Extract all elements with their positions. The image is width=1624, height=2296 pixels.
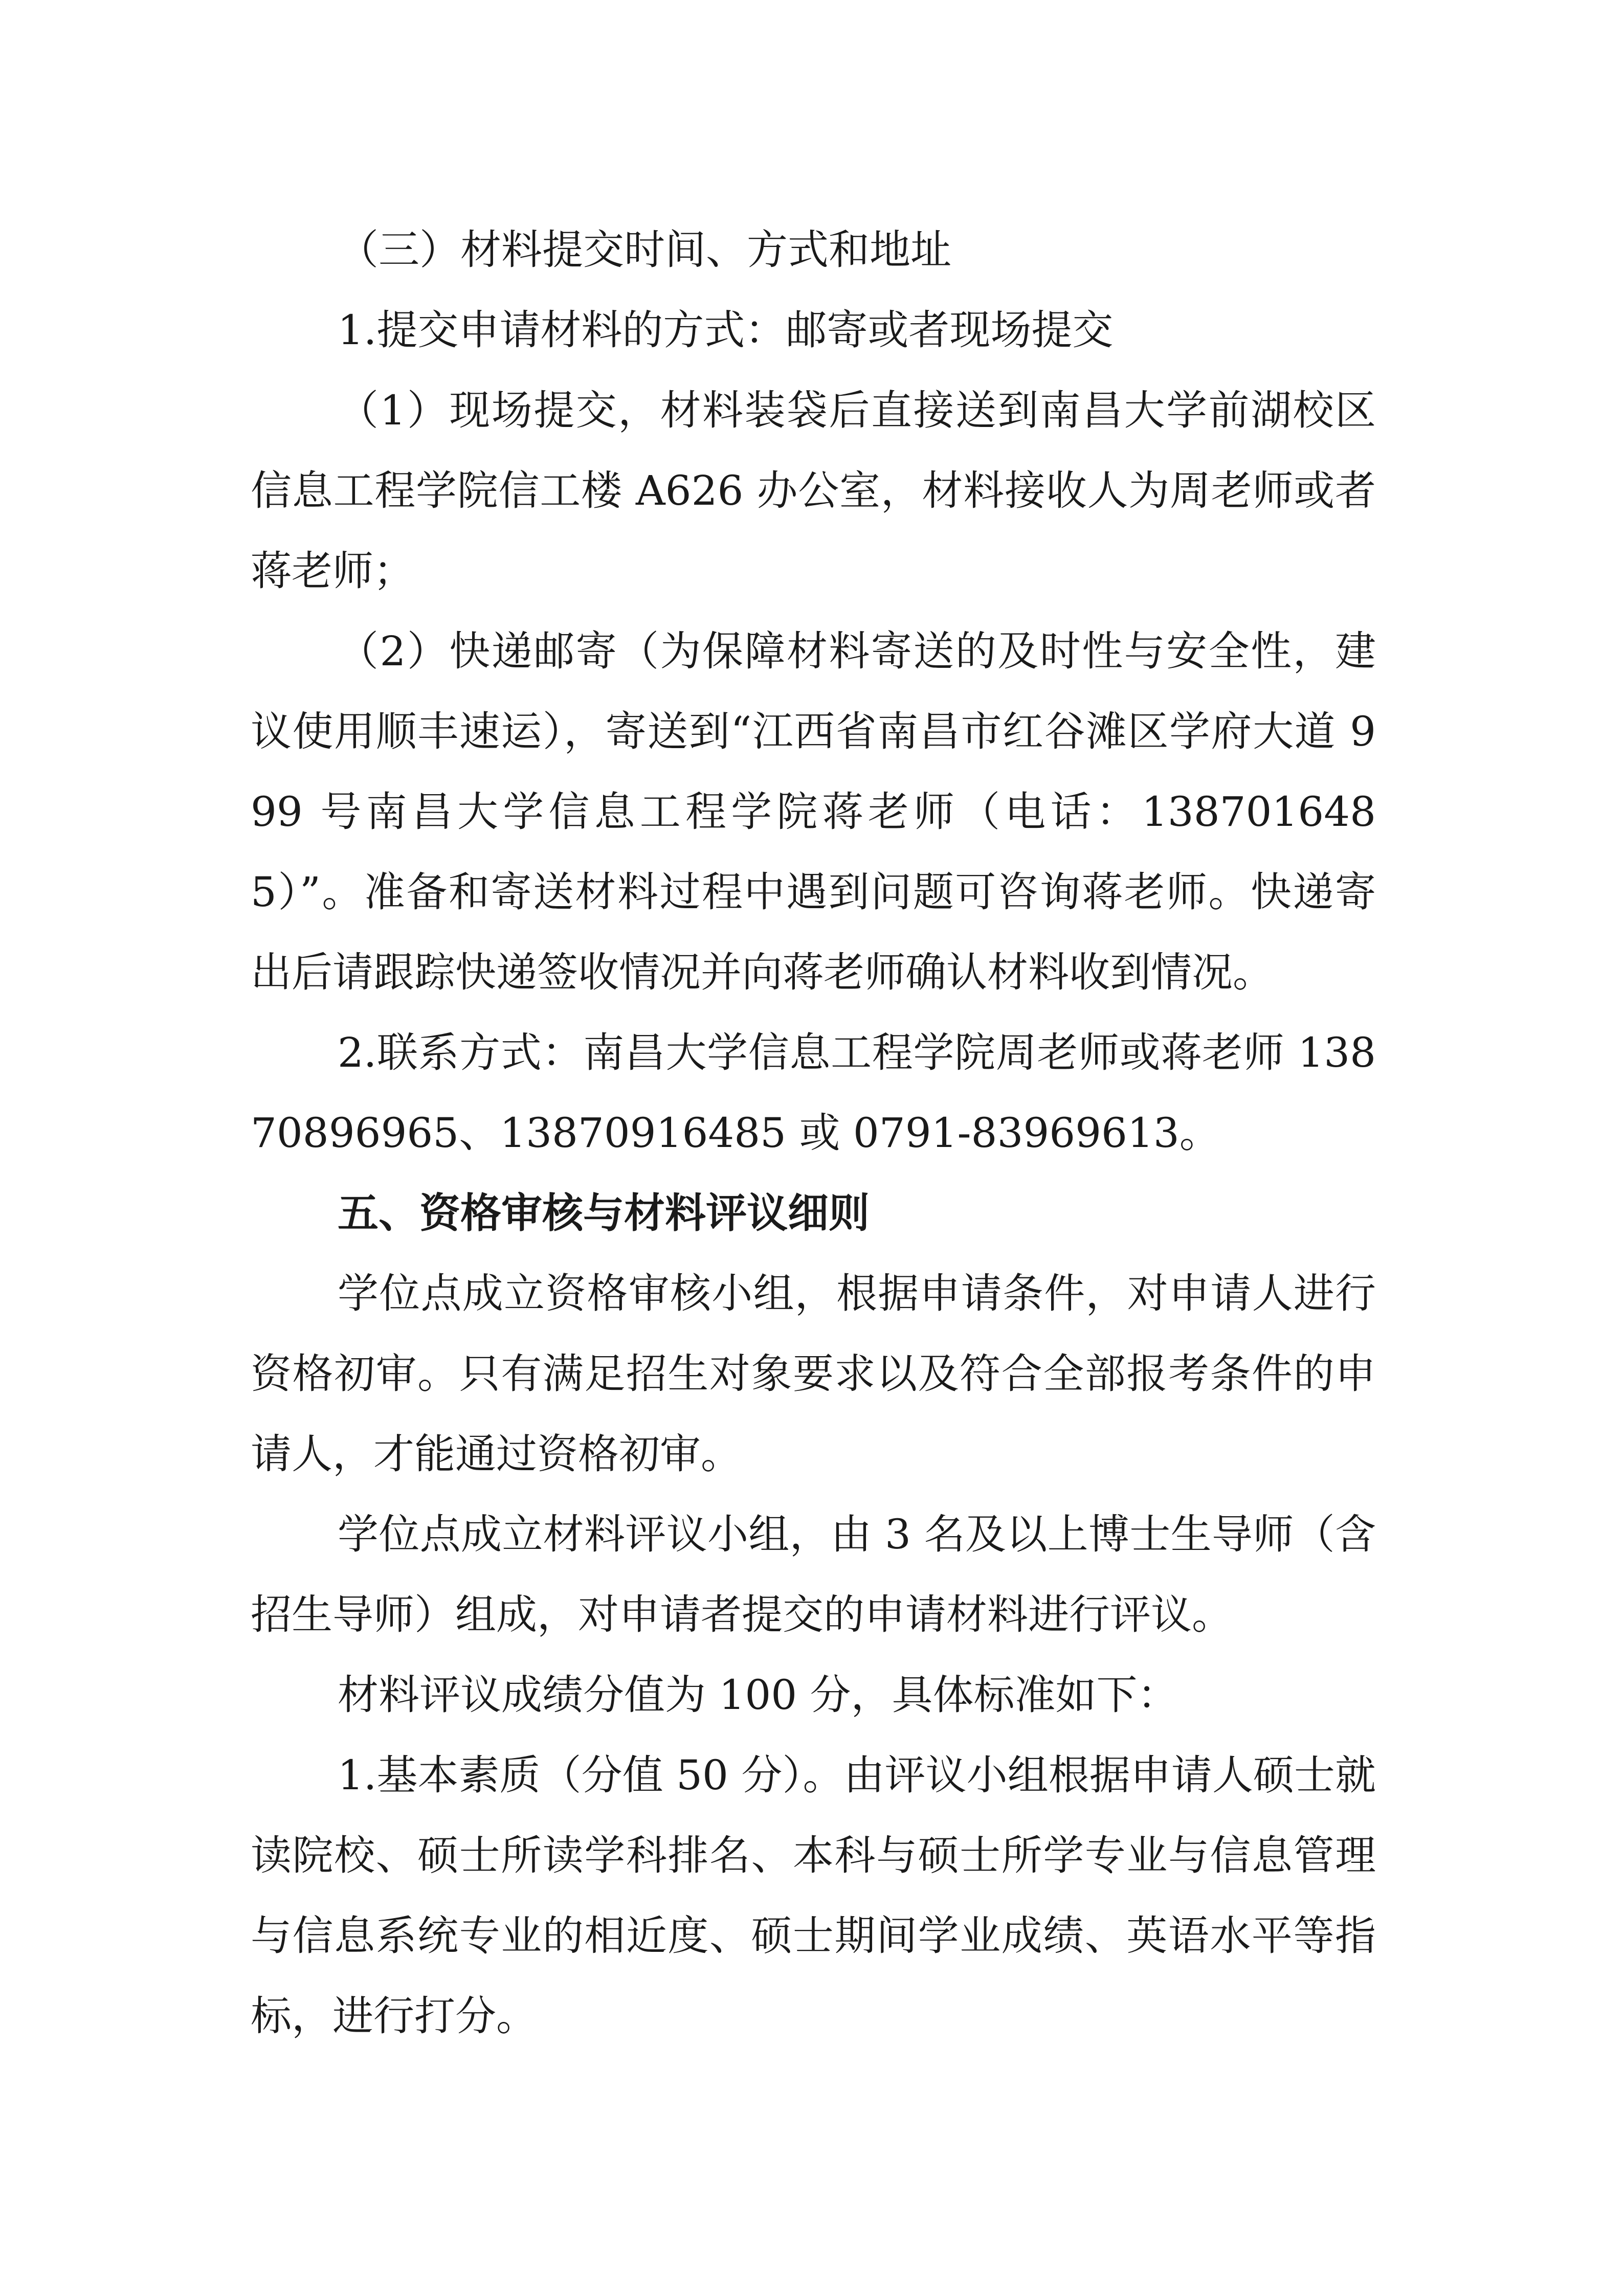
document-body — [251, 210, 1376, 2056]
paragraph-basic-quality: 1.基本素质（分值 50 分）。由评议小组根据申请人硕士就读院校、硕士所读学科排名、本科与硕士所学专业与信息管理与信息系统专业的相近度、硕士期间学业成绩、英语水平等指标，进行打分。 — [251, 1751, 1376, 2040]
paragraph-express-mail: （2）快递邮寄（为保障材料寄送的及时性与安全性，建议使用顺丰速运），寄送到“江西省南昌市红谷滩区学府大道 999 号南昌大学信息工程学院蒋老师（电话：1387016485）”。准备和寄送材料过程中遇到问题可咨询蒋老师。快递寄出后请跟踪快递签收情况并向蒋老师确认材料收到情况。 — [251, 627, 1376, 996]
paragraph-qualification-group: 学位点成立资格审核小组，根据申请条件，对申请人进行资格初审。只有满足招生对象要求以及符合全部报考条件的申请人，才能通过资格初审。 — [251, 1270, 1376, 1478]
paragraph-onsite-submission: （1）现场提交，材料装袋后直接送到南昌大学前湖校区信息工程学院信工楼 A626 办公室，材料接收人为周老师或者蒋老师； — [251, 387, 1376, 595]
paragraph-score-standard: 材料评议成绩分值为 100 分，具体标准如下： — [338, 1671, 1178, 1719]
section-heading-qualification-review: 五、资格审核与材料评议细则 — [338, 1189, 870, 1237]
paragraph-evaluation-group: 学位点成立材料评议小组，由 3 名及以上博士生导师（含招生导师）组成，对申请者提交的申请材料进行评议。 — [251, 1511, 1376, 1638]
subsection-heading-materials-submission: （三）材料提交时间、方式和地址 — [338, 226, 951, 274]
paragraph-contact-info: 2.联系方式：南昌大学信息工程学院周老师或蒋老师 13870896965、13870916485 或 0791-83969613。 — [251, 1029, 1376, 1157]
paragraph-submission-method: 1.提交申请材料的方式：邮寄或者现场提交 — [338, 306, 1114, 354]
